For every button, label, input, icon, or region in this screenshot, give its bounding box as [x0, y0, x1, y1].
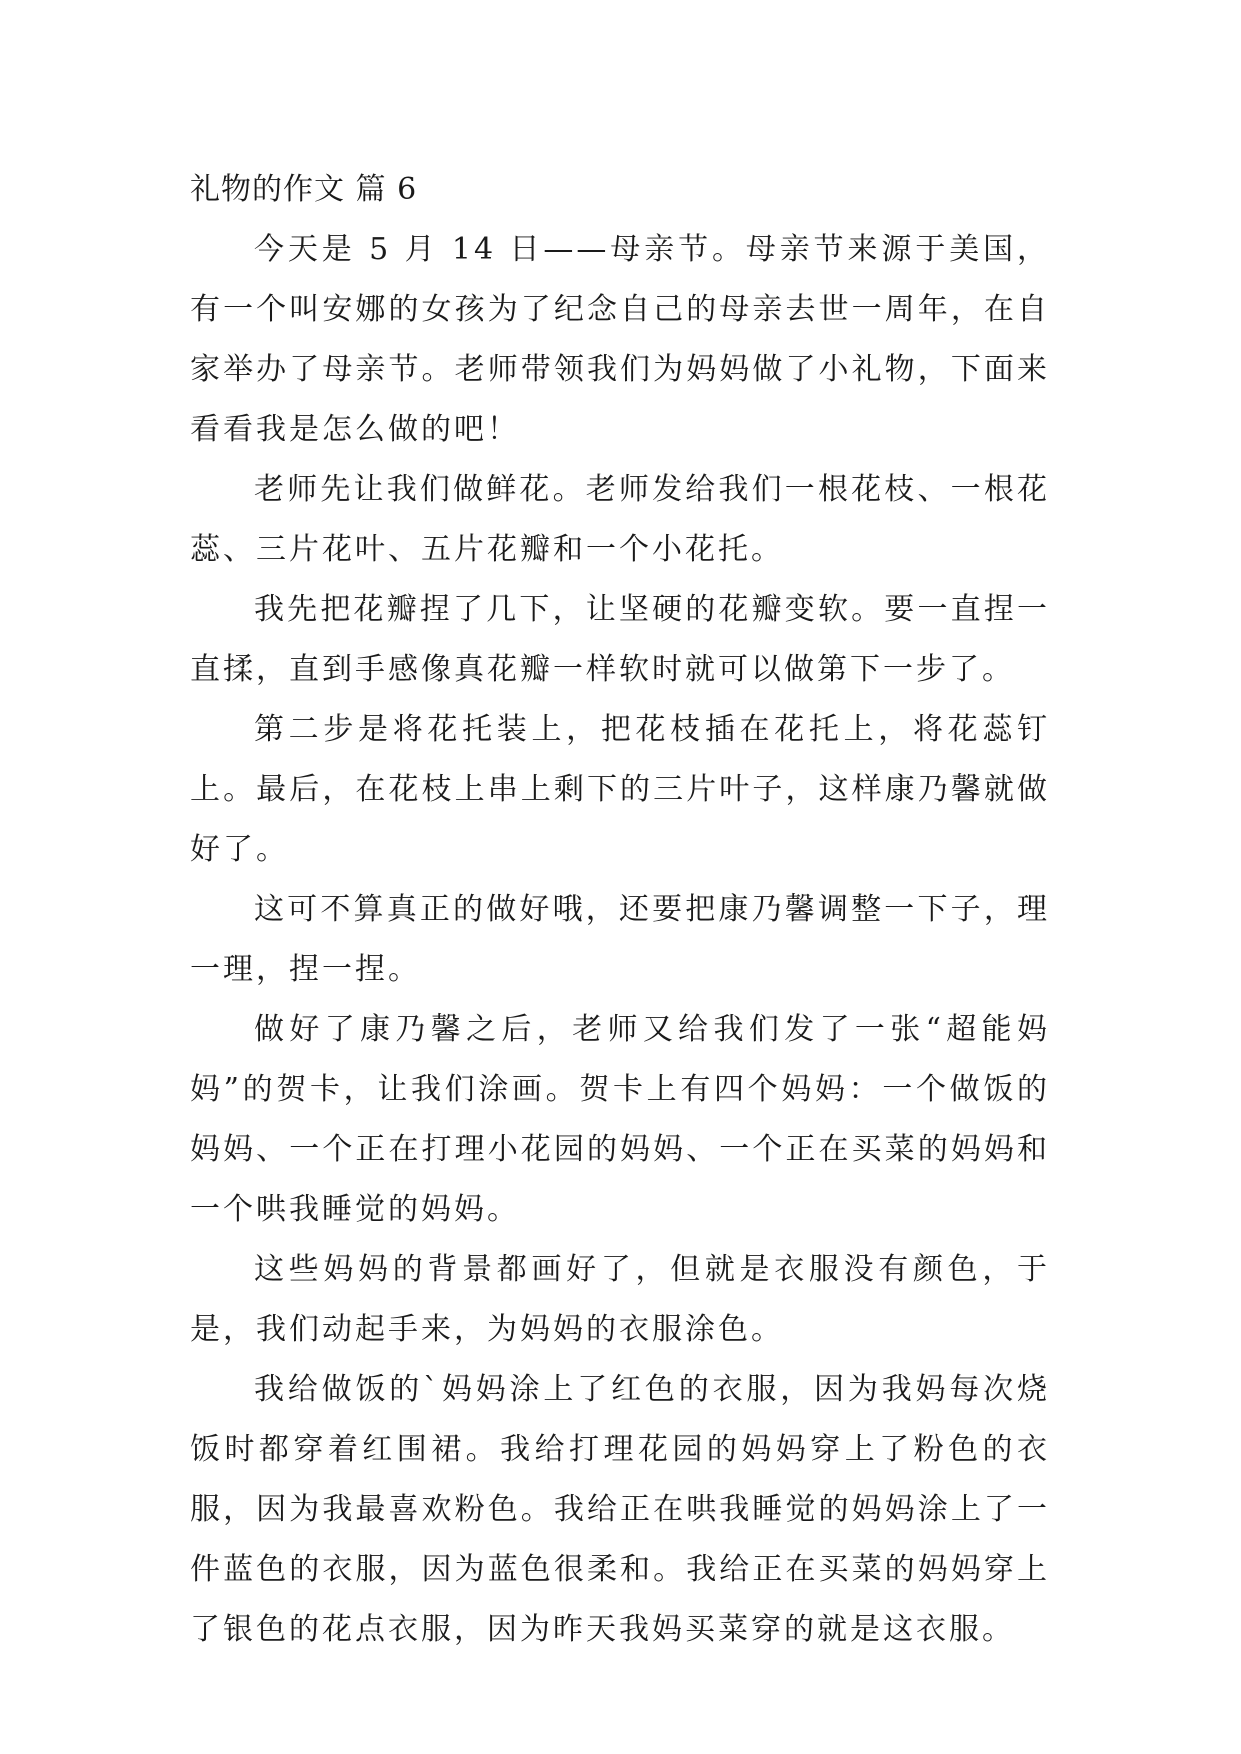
document-body: [190, 160, 1050, 1660]
paragraph-intro: 今天是 5 月 14 日——母亲节。母亲节来源于美国，有一个叫安娜的女孩为了纪念自己的母亲去世一周年，在自家举办了母亲节。老师带领我们为妈妈做了小礼物，下面来看看我是怎么做的吧！: [190, 232, 1050, 447]
paragraph-coloring: 这些妈妈的背景都画好了，但就是衣服没有颜色，于是，我们动起手来，为妈妈的衣服涂色。: [190, 1252, 1050, 1347]
paragraph-materials: 老师先让我们做鲜花。老师发给我们一根花枝、一根花蕊、三片花叶、五片花瓣和一个小花托。: [190, 472, 1050, 567]
paragraph-adjust: 这可不算真正的做好哦，还要把康乃馨调整一下子，理一理，捏一捏。: [190, 892, 1050, 987]
paragraph-card: 做好了康乃馨之后，老师又给我们发了一张“超能妈妈”的贺卡，让我们涂画。贺卡上有四个妈妈：一个做饭的妈妈、一个正在打理小花园的妈妈、一个正在买菜的妈妈和一个哄我睡觉的妈妈。: [190, 1012, 1050, 1227]
paragraph-step-two: 第二步是将花托装上，把花枝插在花托上，将花蕊钉上。最后，在花枝上串上剩下的三片叶子，这样康乃馨就做好了。: [190, 712, 1050, 867]
paragraph-colors: 我给做饭的`妈妈涂上了红色的衣服，因为我妈每次烧饭时都穿着红围裙。我给打理花园的妈妈穿上了粉色的衣服，因为我最喜欢粉色。我给正在哄我睡觉的妈妈涂上了一件蓝色的衣服，因为蓝色很柔和。我给正在买菜的妈妈穿上了银色的花点衣服，因为昨天我妈买菜穿的就是这衣服。: [190, 1372, 1050, 1647]
paragraph-step-one: 我先把花瓣捏了几下，让坚硬的花瓣变软。要一直捏一直揉，直到手感像真花瓣一样软时就可以做第下一步了。: [190, 592, 1050, 687]
document-title: 礼物的作文 篇 6: [190, 172, 418, 207]
